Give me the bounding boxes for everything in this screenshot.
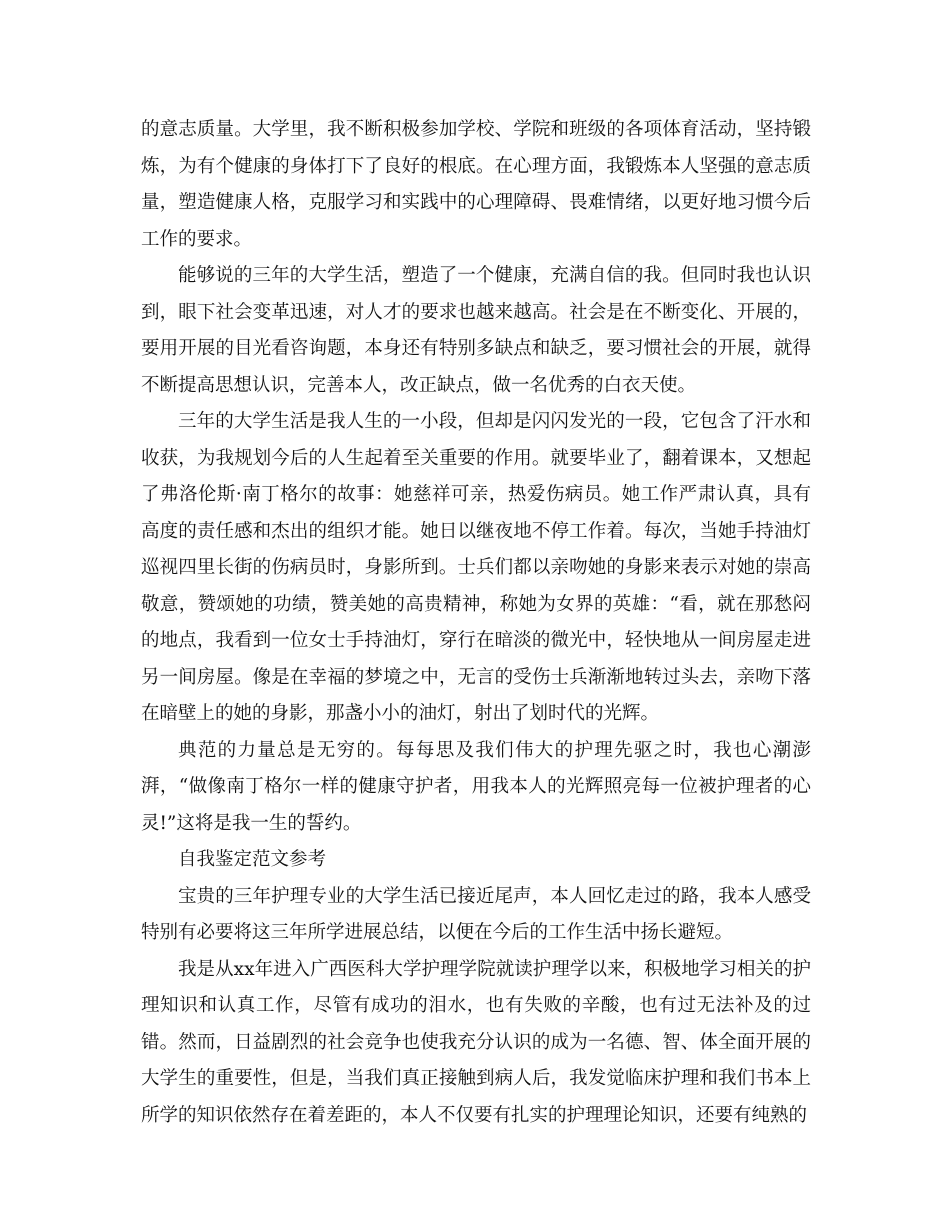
document-body	[141, 112, 811, 1134]
section-heading: 自我鉴定范文参考	[178, 849, 327, 870]
paragraph-nightingale: 三年的大学生活是我人生的一小段，但却是闪闪发光的一段，它包含了汗水和收获，为我规划今后的人生起着至关重要的作用。就要毕业了，翻着课本，又想起了弗洛伦斯·南丁格尔的故事：她慈祥可亲，热爱伤病员。她工作严肃认真，具有高度的责任感和杰出的组织才能。她日以继夜地不停工作着。每次，当她手持油灯巡视四里长街的伤病员时，身影所到。士兵们都以亲吻她的身影来表示对她的崇高敬意，赞颂她的功绩，赞美她的高贵精神，称她为女界的英雄：“看，就在那愁闷的地点，我看到一位女士手持油灯，穿行在暗淡的微光中，轻快地从一间房屋走进另一间房屋。像是在幸福的梦境之中，无言的受伤士兵渐渐地转过头去，亲吻下落在暗壁上的她的身影，那盏小小的油灯，射出了划时代的光辉。	[141, 411, 811, 724]
paragraph-summary-intro: 宝贵的三年护理专业的大学生活已接近尾声，本人回忆走过的路，我本人感受特别有必要将这三年所学进展总结，以便在今后的工作生活中扬长避短。	[141, 885, 811, 943]
paragraph-nursing-study: 我是从xx年进入广西医科大学护理学院就读护理学以来，积极地学习相关的护理知识和认真工作，尽管有成功的泪水，也有失败的辛酸，也有过无法补及的过错。然而，日益剧烈的社会竞争也使我充分认识的成为一名德、智、体全面开展的大学生的重要性，但是，当我们真正接触到病人后，我发觉临床护理和我们书本上所学的知识依然存在着差距的，本人不仅要有扎实的护理理论知识，还要有纯熟的	[141, 958, 811, 1126]
paragraph-college-life: 能够说的三年的大学生活，塑造了一个健康，充满自信的我。但同时我也认识到，眼下社会变革迅速，对人才的要求也越来越高。社会是在不断变化、开展的，要用开展的目光看咨询题，本身还有特别多缺点和缺乏，要习惯社会的开展，就得不断提高思想认识，完善本人，改正缺点，做一名优秀的白衣天使。	[141, 265, 811, 396]
paragraph-continuation: 的意志质量。大学里，我不断积极参加学校、学院和班级的各项体育活动，坚持锻炼，为有个健康的身体打下了良好的根底。在心理方面，我锻炼本人坚强的意志质量，塑造健康人格，克服学习和实践中的心理障碍、畏难情绪，以更好地习惯今后工作的要求。	[141, 119, 811, 250]
paragraph-vow: 典范的力量总是无穷的。每每思及我们伟大的护理先驱之时，我也心潮澎湃，“做像南丁格尔一样的健康守护者，用我本人的光辉照亮每一位被护理者的心灵!”这将是我一生的誓约。	[141, 739, 811, 834]
